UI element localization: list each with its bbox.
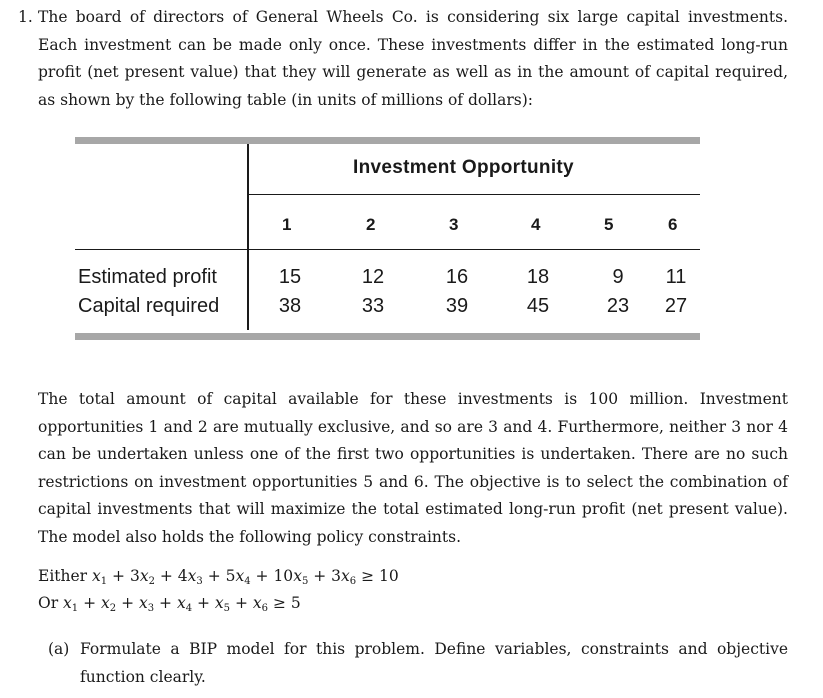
part-a-line-2: function clearly. — [80, 667, 206, 686]
intro-line-3: profit (net present value) that they will generate as well as in the amount of capital required, — [38, 63, 788, 81]
problem-body — [38, 386, 788, 551]
column-header-3: 3 — [449, 215, 459, 234]
table-cell: 12 — [361, 266, 385, 288]
body-line-2: opportunities 1 and 2 are mutually exclusive, and so are 3 and 4. Furthermore, neither 3 nor 4 — [38, 417, 788, 436]
table-cell: 9 — [612, 266, 624, 288]
row-label-capital: Capital required — [78, 295, 220, 317]
column-header-4: 4 — [531, 215, 541, 234]
table-cell: 23 — [606, 295, 630, 317]
constraint-either-text: Either $x_1 + 3x_2 + 4x_3 + 5x_4 + 10x_5 + 3x_6 \ge 10$ — [38, 567, 399, 587]
constraint-or-text: Or $x_1 + x_2 + x_3 + x_4 + x_5 + x_6 \ge 5$ — [38, 594, 301, 614]
body-line-6: The model also holds the following policy constraints. — [38, 527, 462, 546]
table-bottom-rule — [75, 333, 700, 340]
part-a-label: (a) — [48, 640, 70, 658]
table-cell: 45 — [526, 295, 550, 317]
body-line-4: restrictions on investment opportunities 5 and 6. The objective is to select the combination of — [38, 472, 788, 491]
table-cell: 38 — [278, 295, 302, 317]
table-cell: 18 — [526, 266, 550, 288]
table-top-rule — [75, 137, 700, 144]
column-header-5: 5 — [604, 215, 614, 234]
table-cell: 15 — [278, 266, 302, 288]
table-cell: 33 — [361, 295, 385, 317]
table-cell: 27 — [664, 295, 688, 317]
part-a — [48, 636, 788, 691]
body-line-1: The total amount of capital available for these investments is 100 million. Investment — [38, 390, 788, 408]
intro-line-4: as shown by the following table (in units of millions of dollars): — [38, 90, 534, 109]
problem-number: 1. — [18, 8, 33, 26]
table-cell: 16 — [445, 266, 469, 288]
intro-line-2: Each investment can be made only once. These investments differ in the estimated long-run — [38, 35, 788, 54]
problem-intro — [18, 4, 788, 114]
column-header-2: 2 — [366, 215, 376, 234]
table-vertical-divider — [247, 144, 249, 330]
constraint-either — [38, 566, 399, 592]
table-header-rule — [249, 194, 700, 195]
body-line-3: can be undertaken unless one of the first two opportunities is undertaken. There are no such — [38, 445, 788, 463]
part-a-line-1: (a) Formulate a BIP model for this problem. Define variables, constraints and objective — [48, 636, 788, 664]
table-title: Investment Opportunity — [353, 157, 574, 178]
row-label-profit: Estimated profit — [78, 266, 217, 288]
investment-table — [75, 137, 700, 345]
intro-line-1: 1. The board of directors of General Wheels Co. is considering six large capital investments. — [18, 4, 788, 32]
constraint-or — [38, 593, 301, 619]
column-header-1: 1 — [282, 215, 292, 234]
table-cell: 39 — [445, 295, 469, 317]
body-line-5: capital investments that will maximize the total estimated long-run profit (net present value). — [38, 500, 788, 518]
column-header-6: 6 — [668, 215, 678, 234]
table-body-rule — [75, 249, 700, 250]
table-cell: 11 — [665, 266, 687, 288]
